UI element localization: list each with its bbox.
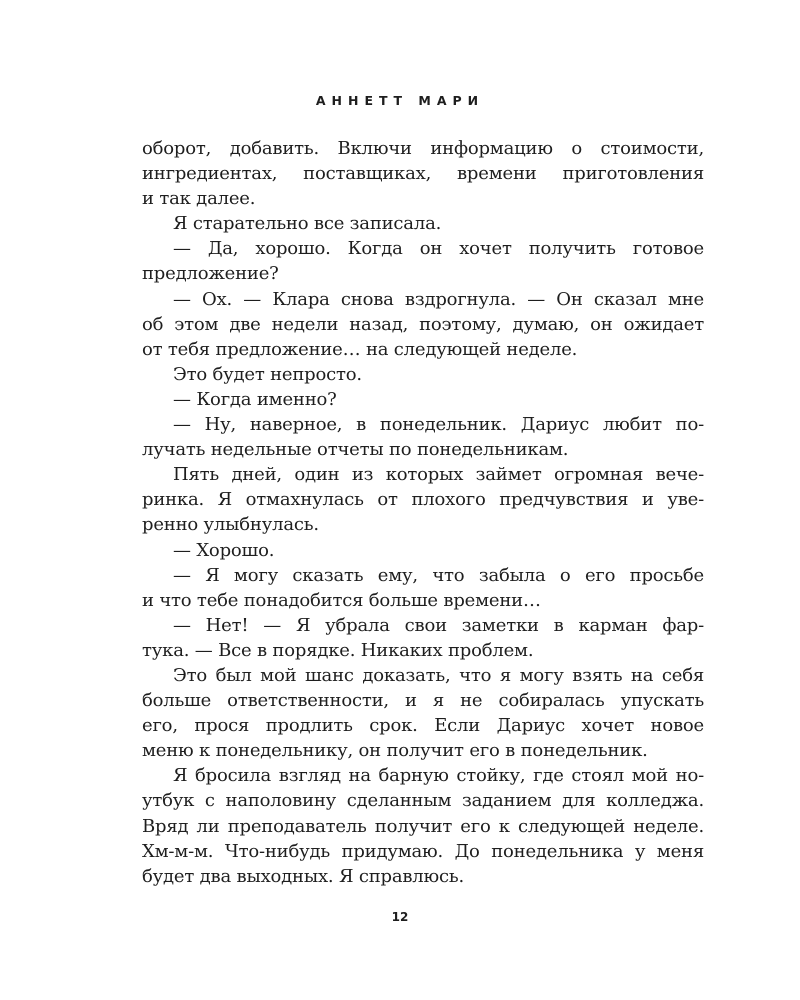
text-line: — Хорошо.	[173, 539, 275, 561]
text-line: — Ох. — Клара снова вздрогнула. — Он сказал мне	[173, 288, 704, 310]
text-line: Это был мой шанс доказать, что я могу взять на себя	[173, 664, 704, 686]
text-line: его, прося продлить срок. Если Дариус хочет новое	[142, 715, 704, 737]
text-line: Хм-м-м. Что-нибудь придумаю. До понедельника у меня	[142, 840, 704, 862]
text-line: тука. — Все в порядке. Никаких проблем.	[142, 639, 534, 661]
text-line: оборот, добавить. Включи информацию о стоимости,	[142, 138, 704, 159]
text-line: ренно улыбнулась.	[142, 514, 319, 536]
text-line: утбук с наполовину сделанным заданием для колледжа.	[142, 790, 704, 812]
text-line: и так далее.	[142, 188, 256, 210]
text-line: — Когда именно?	[173, 388, 337, 410]
text-line: Я старательно все записала.	[173, 213, 442, 235]
text-line: — Нет! — Я убрала свои заметки в карман фар-	[173, 614, 704, 636]
body-text	[142, 136, 704, 889]
text-line: и что тебе понадобится больше времени…	[142, 589, 541, 611]
text-line: Это будет непросто.	[173, 363, 362, 385]
text-line: — Я могу сказать ему, что забыла о его просьбе	[173, 564, 704, 586]
text-line: Пять дней, один из которых займет огромная вече-	[173, 464, 704, 486]
running-header: АННЕТТ МАРИ	[315, 93, 485, 108]
text-line: больше ответственности, и я не собиралась упускать	[142, 690, 704, 712]
text-line: ринка. Я отмахнулась от плохого предчувствия и уве-	[142, 489, 704, 511]
page-number: 12	[391, 910, 409, 924]
text-line: меню к понедельнику, он получит его в понедельник.	[142, 740, 648, 762]
text-line: — Да, хорошо. Когда он хочет получить готовое	[173, 238, 704, 260]
text-line: лучать недельные отчеты по понедельникам.	[142, 439, 569, 461]
text-line: будет два выходных. Я справлюсь.	[142, 865, 464, 887]
text-line: Я бросила взгляд на барную стойку, где стоял мой но-	[173, 765, 704, 787]
text-line: ингредиентах, поставщиках, времени приготовления	[142, 163, 704, 185]
text-line: предложение?	[142, 263, 279, 285]
text-line: от тебя предложение… на следующей неделе.	[142, 338, 578, 360]
text-line: — Ну, наверное, в понедельник. Дариус любит по-	[173, 414, 704, 436]
text-line: об этом две недели назад, поэтому, думаю, он ожидает	[142, 313, 704, 335]
text-line: Вряд ли преподаватель получит его к следующей неделе.	[142, 815, 704, 837]
